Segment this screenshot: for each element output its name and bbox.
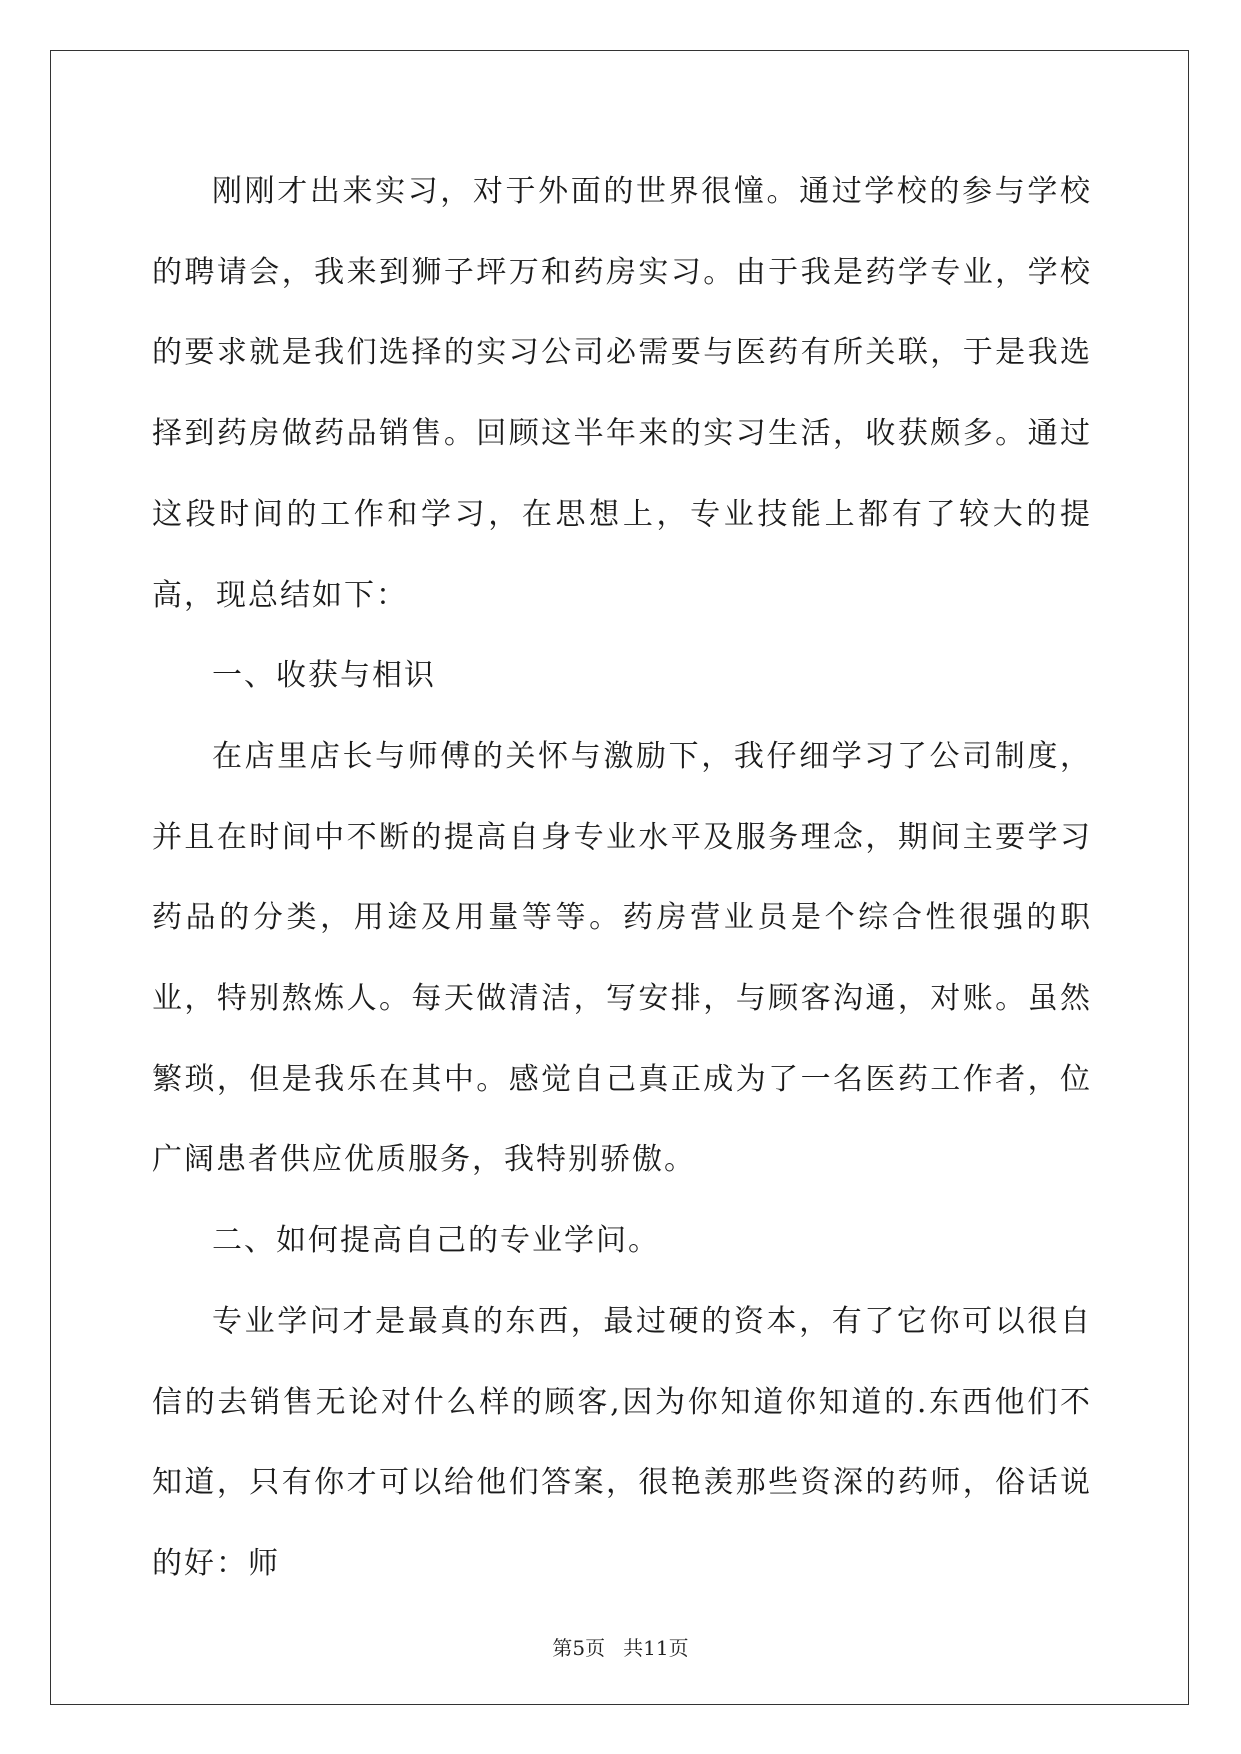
paragraph-section-1: 在店里店长与师傅的关怀与激励下，我仔细学习了公司制度，并且在时间中不断的提高自身专业水平及服务理念，期间主要学习药品的分类，用途及用量等等。药房营业员是个综合性很强的职业，特别熬炼人。每天做清洁，写安排，与顾客沟通，对账。虽然繁琐，但是我乐在其中。感觉自己真正成为了一名医药工作者，位广阔患者供应优质服务，我特别骄傲。 <box>152 738 1092 1178</box>
heading-section-1: 一、收获与相识 <box>212 658 436 694</box>
page-footer <box>0 1632 1241 1661</box>
paragraph-section-2: 专业学问才是最真的东西，最过硬的资本，有了它你可以很自信的去销售无论对什么样的顾客,因为你知道你知道的.东西他们不知道，只有你才可以给他们答案，很艳羡那些资深的药师，俗话说的好：师 <box>152 1303 1092 1581</box>
page-number-total: 共11页 <box>623 1636 689 1660</box>
page-number-current: 第5页 <box>552 1636 606 1660</box>
paragraph-intro: 刚刚才出来实习，对于外面的世界很憧。通过学校的参与学校的聘请会，我来到狮子坪万和药房实习。由于我是药学专业，学校的要求就是我们选择的实习公司必需要与医药有所关联，于是我选择到药房做药品销售。回顾这半年来的实习生活，收获颇多。通过这段时间的工作和学习，在思想上，专业技能上都有了较大的提高，现总结如下： <box>152 174 1092 613</box>
heading-section-2: 二、如何提高自己的专业学问。 <box>212 1223 660 1259</box>
document-body <box>152 152 1092 1605</box>
